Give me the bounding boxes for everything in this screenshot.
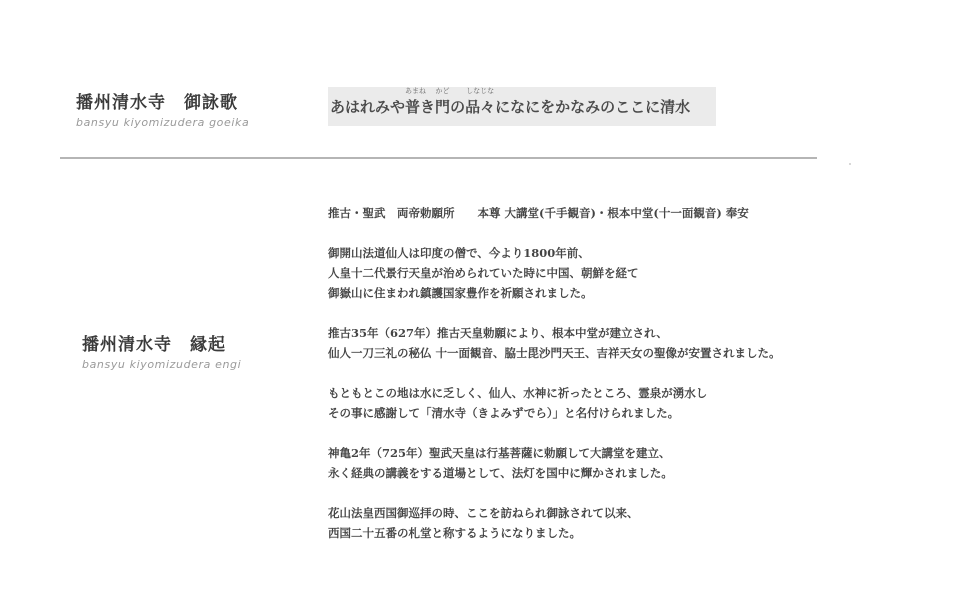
- engi-paragraph: [328, 203, 868, 223]
- goeika-poem-box: [328, 87, 716, 126]
- engi-paragraph: [328, 503, 868, 543]
- divider-end-mark: [849, 163, 851, 165]
- engi-line: 推古・聖武 両帝勅願所 本尊 大講堂(千手観音)・根本中堂(十一面観音) 奉安: [328, 206, 749, 220]
- poem-ruby-reading: しなじな: [466, 87, 495, 95]
- poem-segment: [435, 87, 451, 117]
- engi-paragraph: [328, 443, 868, 483]
- engi-paragraph: [328, 383, 868, 423]
- poem-segment: [465, 87, 496, 117]
- engi-line: 推古35年（627年）推古天皇勅願により、根本中堂が建立され、: [328, 326, 668, 340]
- engi-line: 人皇十二代景行天皇が治められていた時に中国、朝鮮を経て: [328, 266, 639, 280]
- engi-line: 永く経典の講義をする道場として、法灯を国中に輝かされました。: [328, 466, 673, 480]
- poem-ruby-reading: かど: [435, 87, 450, 95]
- engi-title: 播州清水寺 縁起: [82, 335, 226, 355]
- engi-line: 御開山法道仙人は印度の僧で、今より1800年前、: [328, 246, 590, 260]
- poem-segment-text: 品々: [465, 98, 496, 116]
- poem-segment-text: の: [450, 98, 466, 116]
- poem-segment-text: あはれみや: [330, 98, 406, 116]
- engi-heading: [82, 330, 241, 371]
- engi-line: 西国二十五番の札堂と称するようになりました。: [328, 526, 581, 540]
- engi-line: 仙人一刀三礼の秘仏 十一面観音、脇士毘沙門天王、吉祥天女の聖像が安置されました。: [328, 346, 781, 360]
- engi-line: その事に感謝して「清水寺（きよみずでら）」と名付けられました。: [328, 406, 680, 420]
- poem-ruby-reading: あまね: [405, 87, 427, 95]
- goeika-heading: [76, 88, 249, 129]
- poem-segment-text: になにをかなみのここに清水: [495, 98, 691, 116]
- engi-text: [328, 203, 868, 543]
- poem-segment: [495, 96, 690, 117]
- goeika-title: 播州清水寺 御詠歌: [76, 93, 238, 113]
- goeika-poem-text: [330, 87, 691, 117]
- section-divider: [60, 157, 817, 159]
- engi-romaji: bansyu kiyomizudera engi: [82, 358, 242, 371]
- poem-segment-text: き: [420, 98, 436, 116]
- poem-segment-text: 普: [405, 98, 421, 116]
- poem-segment: [405, 87, 427, 117]
- engi-line: 御嶽山に住まわれ鎮護国家豊作を祈願されました。: [328, 286, 593, 300]
- goeika-romaji: bansyu kiyomizudera goeika: [76, 116, 250, 129]
- engi-line: 神亀2年（725年）聖武天皇は行基菩薩に勅願して大講堂を建立、: [328, 446, 671, 460]
- poem-segment: [330, 96, 405, 117]
- poem-segment: [420, 96, 435, 117]
- engi-line: もともとこの地は水に乏しく、仙人、水神に祈ったところ、霊泉が湧水し: [328, 386, 708, 400]
- poem-segment-text: 門: [435, 98, 451, 116]
- engi-line: 花山法皇西国御巡拝の時、ここを訪ねられ御詠されて以来、: [328, 506, 639, 520]
- engi-paragraph: [328, 243, 868, 303]
- poem-segment: [450, 96, 465, 117]
- engi-paragraph: [328, 323, 868, 363]
